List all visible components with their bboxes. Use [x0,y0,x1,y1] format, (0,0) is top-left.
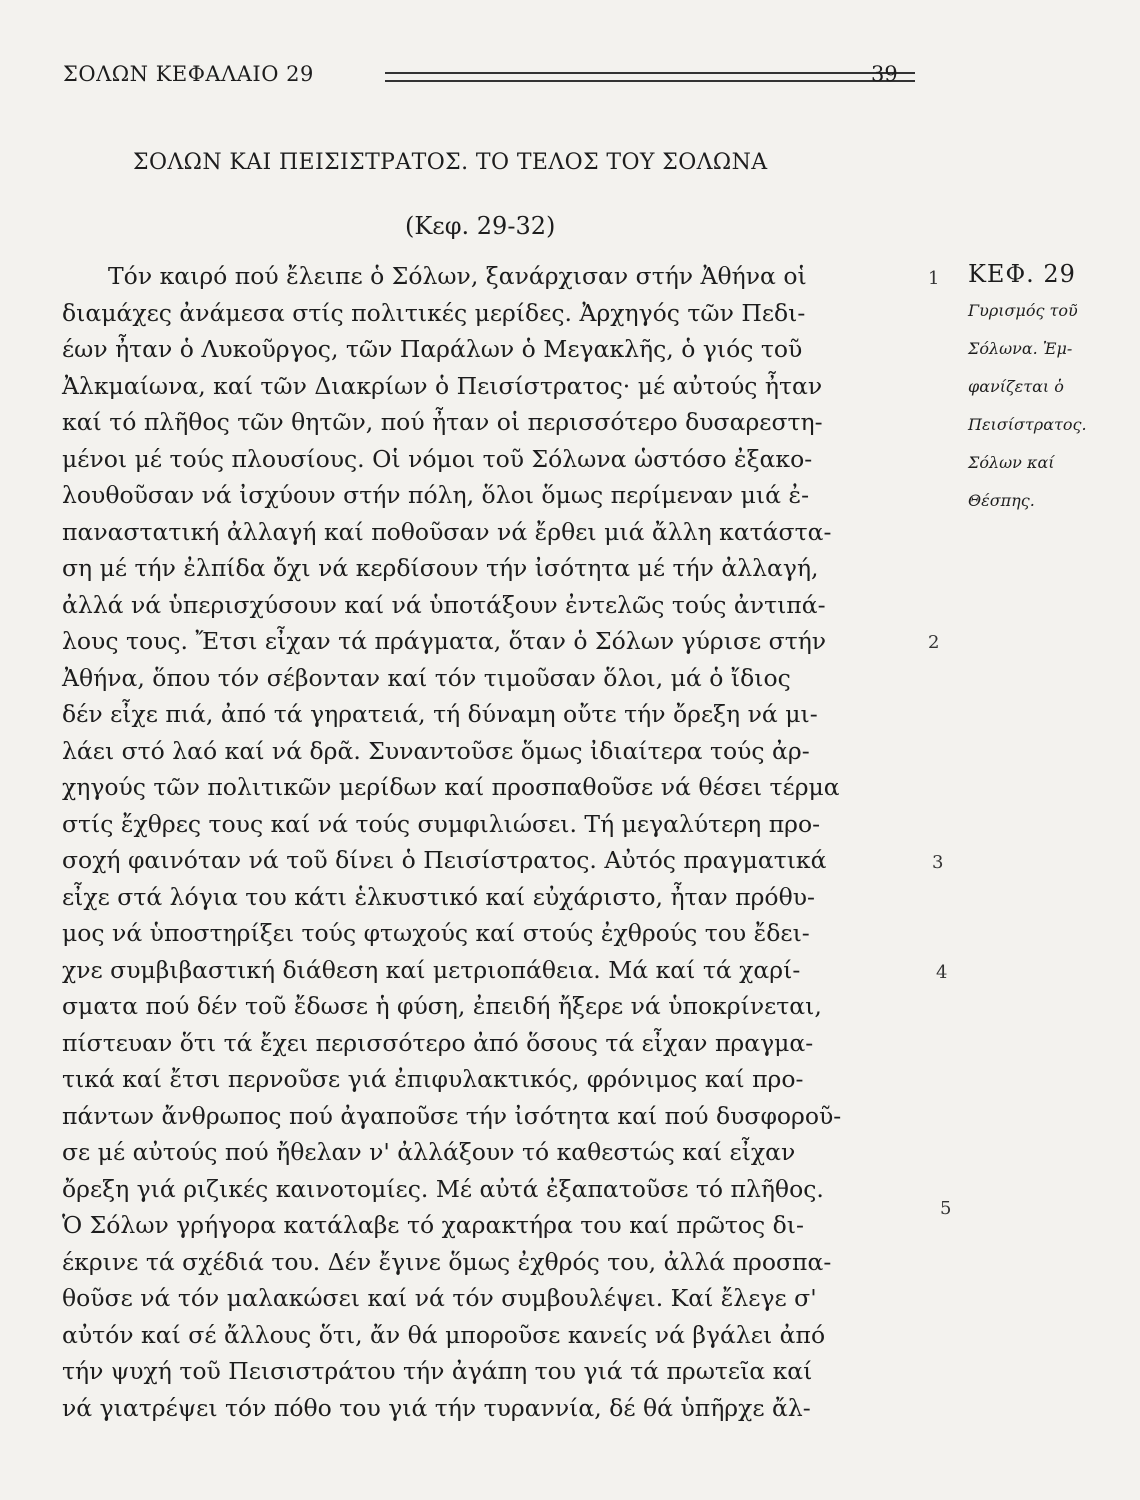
body-line: μος νά ὑποστηρίξει τούς φτωχούς καί στούς ἐχθρούς του ἔδει- [62,919,810,947]
margin-number: 1 [928,268,940,289]
page-number: 39 [871,62,898,86]
marginal-note-line: φανίζεται ὁ [968,377,1064,396]
body-line: εἶχε στά λόγια του κάτι ἑλκυστικό καί εὐχάριστο, ἦταν πρόθυ- [62,882,815,911]
running-head [63,62,898,96]
running-head-rule [385,72,915,82]
body-line: ση μέ τήν ἐλπίδα ὄχι νά κερδίσουν τήν ἰσότητα μέ τήν ἀλλαγή, [62,554,819,582]
margin-number: 5 [940,1198,952,1219]
body-line: θοῦσε νά τόν μαλακώσει καί νά τόν συμβουλέψει. Καί ἔλεγε σ' [62,1284,817,1312]
body-line: καί τό πλῆθος τῶν θητῶν, πού ἦταν οἱ περισσότερο δυσαρεστη- [62,408,823,436]
body-line: χηγούς τῶν πολιτικῶν μερίδων καί προσπαθοῦσε νά θέσει τέρμα [62,773,840,801]
body-line: πάντων ἄνθρωπος πού ἀγαποῦσε τήν ἰσότητα καί πού δυσφοροῦ- [62,1101,842,1130]
body-line: μένοι μέ τούς πλουσίους. Οἱ νόμοι τοῦ Σόλωνα ὡστόσο ἐξακο- [62,444,813,473]
body-line: χνε συμβιβαστική διάθεση καί μετριοπάθεια. Μά καί τά χαρί- [62,955,801,984]
marginal-note-line: Σόλων καί [968,453,1055,472]
body-line: σματα πού δέν τοῦ ἔδωσε ἡ φύση, ἐπειδή ἤξερε νά ὑποκρίνεται, [62,992,822,1020]
body-line: νά γιατρέψει τόν πόθο του γιά τήν τυραννία, δέ θά ὑπῆρχε ἄλ- [62,1393,811,1422]
body-line: Ἀλκμαίωνα, καί τῶν Διακρίων ὁ Πεισίστρατος· μέ αὐτούς ἦταν [62,371,823,400]
body-line: Τόν καιρό πού ἔλειπε ὁ Σόλων, ξανάρχισαν στήν Ἀθήνα οἱ [108,262,807,290]
body-line: λουθοῦσαν νά ἰσχύουν στήν πόλη, ὅλοι ὅμως περίμεναν μιά ἐ- [62,481,810,509]
margin-number: 2 [928,632,940,653]
body-line: έων ἦταν ὁ Λυκοῦργος, τῶν Παράλων ὁ Μεγακλῆς, ὁ γιός τοῦ [62,335,803,363]
running-head-title: ΣΟΛΩΝ ΚΕΦΑΛΑΙΟ 29 [63,62,314,86]
body-line: Ὁ Σόλων γρήγορα κατάλαβε τό χαρακτήρα του καί πρῶτος δι- [62,1211,804,1239]
body-line: αὐτόν καί σέ ἄλλους ὅτι, ἄν θά μποροῦσε κανείς νά βγάλει ἀπό [62,1320,826,1349]
marginal-note-line: Θέσπης. [968,491,1035,510]
chapter-title: ΣΟΛΩΝ ΚΑΙ ΠΕΙΣΙΣΤΡΑΤΟΣ. ΤΟ ΤΕΛΟΣ ΤΟΥ ΣΟΛΩΝΑ [133,150,768,175]
body-text [62,258,902,1426]
body-line: τικά καί ἔτσι περνοῦσε γιά ἐπιφυλακτικός, φρόνιμος καί προ- [62,1065,804,1093]
body-line: τήν ψυχή τοῦ Πεισιστράτου τήν ἀγάπη του γιά τά πρωτεῖα καί [62,1357,813,1385]
body-line: παναστατική ἀλλαγή καί ποθοῦσαν νά ἔρθει μιά ἄλλη κατάστα- [62,517,832,546]
body-line: δέν εἶχε πιά, ἀπό τά γηρατειά, τή δύναμη οὔτε τήν ὄρεξη νά μι- [62,700,818,728]
body-line: έκρινε τά σχέδιά του. Δέν ἔγινε ὅμως ἐχθρός του, ἀλλά προσπα- [62,1247,832,1276]
body-line: σοχή φαινόταν νά τοῦ δίνει ὁ Πεισίστρατος. Αὐτός πραγματικά [62,846,827,874]
body-line: σε μέ αὐτούς πού ἤθελαν ν' ἀλλάξουν τό καθεστώς καί εἶχαν [62,1138,796,1166]
body-line: πίστευαν ὅτι τά ἔχει περισσότερο ἀπό ὅσους τά εἶχαν πραγμα- [62,1028,814,1057]
marginal-note-line: Γυρισμός τοῦ [968,301,1078,320]
marginal-note-heading: ΚΕΦ. 29 [968,260,1076,288]
margin-number: 3 [932,852,944,873]
marginal-note-line: Πεισίστρατος. [968,415,1087,434]
marginal-note-line: Σόλωνα. Ἐμ- [968,339,1073,358]
body-line: διαμάχες ἀνάμεσα στίς πολιτικές μερίδες. Ἀρχηγός τῶν Πεδι- [62,298,806,327]
body-line: Ἀθήνα, ὅπου τόν σέβονταν καί τόν τιμοῦσαν ὅλοι, μά ὁ ἴδιος [62,663,791,692]
chapter-range: (Κεφ. 29-32) [405,212,556,240]
body-line: λάει στό λαό καί νά δρᾶ. Συναντοῦσε ὅμως ἰδιαίτερα τούς ἀρ- [62,736,810,765]
body-line: ἀλλά νά ὑπερισχύσουν καί νά ὑποτάξουν ἐντελῶς τούς ἀντιπά- [62,590,826,619]
marginal-note [968,260,1118,520]
margin-number: 4 [936,962,948,983]
body-line: ὄρεξη γιά ριζικές καινοτομίες. Μέ αὐτά ἐξαπατοῦσε τό πλῆθος. [62,1174,824,1203]
body-line: λους τους. Ἔτσι εἶχαν τά πράγματα, ὅταν ὁ Σόλων γύρισε στήν [62,627,827,655]
body-line: στίς ἔχθρες τους καί νά τούς συμφιλιώσει. Τή μεγαλύτερη προ- [62,809,821,838]
